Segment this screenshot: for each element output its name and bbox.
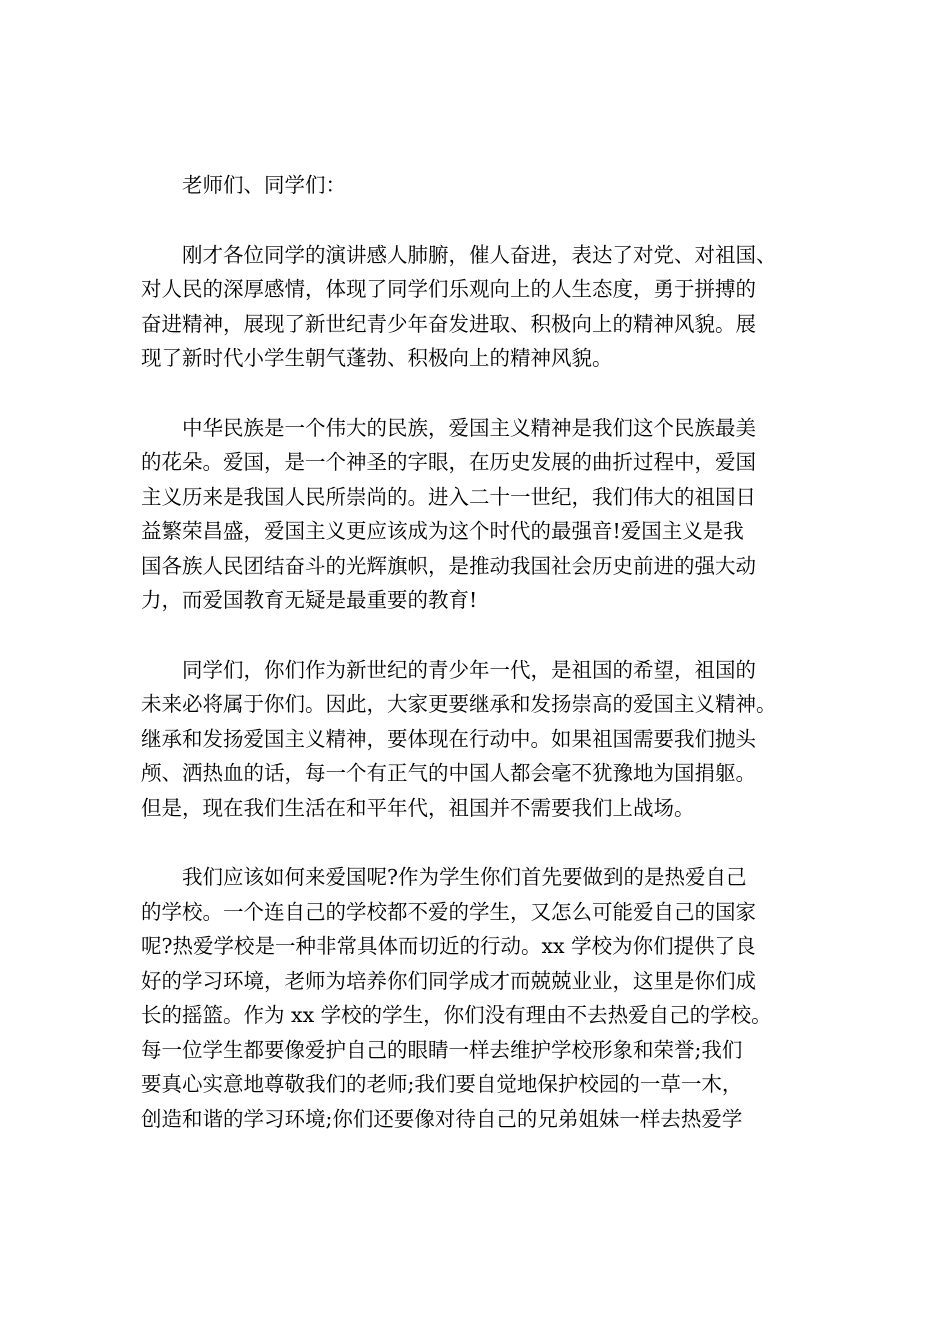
paragraph-2 [141,411,821,618]
text-line: 主义历来是我国人民所崇尚的。进入二十一世纪，我们伟大的祖国日 [141,484,756,509]
document-body [141,168,821,1171]
text-line: 未来必将属于你们。因此，大家更要继承和发扬崇高的爱国主义精神。 [141,692,777,716]
text-line: 要真心实意地尊敬我们的老师;我们要自觉地保护校园的一草一木， [141,1072,743,1096]
text-line: 我们应该如何来爱国呢?作为学生你们首先要做到的是热爱自己 [182,865,747,889]
text-line: 继承和发扬爱国主义精神，要体现在行动中。如果祖国需要我们抛头 [141,726,756,751]
text-line: 刚才各位同学的演讲感人肺腑，催人奋进，表达了对党、对祖国、 [182,242,777,267]
text-line: 颅、洒热血的话，每一个有正气的中国人都会毫不犹豫地为国捐躯。 [141,761,756,785]
paragraph-greeting [141,168,821,203]
text-line: 奋进精神，展现了新世纪青少年奋发进取、积极向上的精神风貌。展 [141,311,756,336]
text-line: 力，而爱国教育无疑是最重要的教育! [141,588,478,612]
text-line: 同学们，你们作为新世纪的青少年一代，是祖国的希望，祖国的 [182,657,756,682]
text-line: 老师们、同学们： [182,173,346,197]
text-line: 呢?热爱学校是一种非常具体而切近的行动。xx 学校为你们提供了良 [141,934,756,958]
text-line: 的学校。一个连自己的学校都不爱的学生，又怎么可能爱自己的国家 [141,899,756,924]
text-line: 每一位学生都要像爱护自己的眼睛一样去维护学校形象和荣誉;我们 [141,1037,743,1062]
text-line: 中华民族是一个伟大的民族，爱国主义精神是我们这个民族最美 [182,415,756,440]
text-line: 的花朵。爱国，是一个神圣的字眼，在历史发展的曲折过程中，爱国 [141,450,756,474]
text-line: 益繁荣昌盛，爱国主义更应该成为这个时代的最强音!爱国主义是我 [141,519,744,543]
text-line: 对人民的深厚感情，体现了同学们乐观向上的人生态度，勇于拼搏的 [141,277,756,301]
text-line: 现了新时代小学生朝气蓬勃、积极向上的精神风貌。 [141,346,613,370]
paragraph-1 [141,238,821,376]
text-line: 创造和谐的学习环境;你们还要像对待自己的兄弟姐妹一样去热爱学 [141,1106,743,1131]
paragraph-4 [141,860,821,1136]
text-line: 长的摇篮。作为 xx 学校的学生，你们没有理由不去热爱自己的学校。 [141,1003,772,1027]
text-line: 国各族人民团结奋斗的光辉旗帜，是推动我国社会历史前进的强大动 [141,553,756,578]
text-line: 好的学习环境，老师为培养你们同学成才而兢兢业业，这里是你们成 [141,968,756,993]
text-line: 但是，现在我们生活在和平年代，祖国并不需要我们上战场。 [141,795,695,820]
paragraph-3 [141,653,821,826]
